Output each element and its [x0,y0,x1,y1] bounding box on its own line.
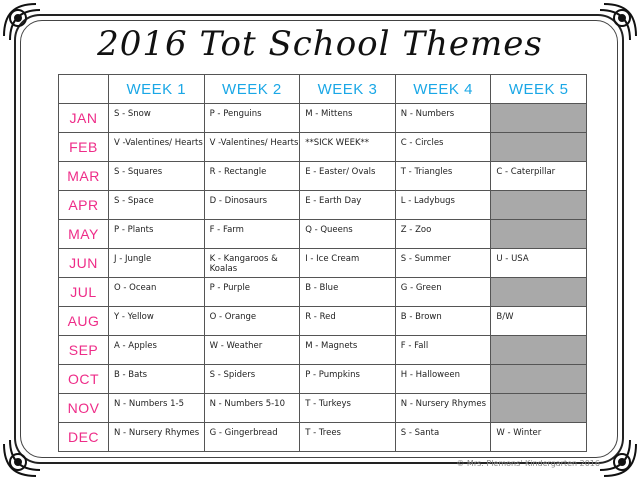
theme-cell-week-5 [491,133,587,162]
theme-cell-week-1: O - Ocean [109,278,205,307]
corner-flourish-icon [584,424,640,480]
theme-cell-week-2: K - Kangaroos & Koalas [204,249,300,278]
theme-cell-week-1: S - Squares [109,162,205,191]
theme-cell-week-3: E - Earth Day [300,191,396,220]
month-label: OCT [59,365,109,394]
month-label: JUN [59,249,109,278]
month-label: JAN [59,104,109,133]
theme-cell-week-2: V -Valentines/ Hearts [204,133,300,162]
table-row [59,278,587,307]
theme-cell-week-3: T - Trees [300,423,396,452]
theme-cell-week-5 [491,365,587,394]
theme-cell-week-4: Z - Zoo [395,220,491,249]
theme-cell-week-5: W - Winter [491,423,587,452]
theme-cell-week-5 [491,191,587,220]
theme-cell-week-5 [491,336,587,365]
theme-cell-week-5 [491,104,587,133]
theme-cell-week-5: C - Caterpillar [491,162,587,191]
month-label: MAR [59,162,109,191]
theme-cell-week-3: Q - Queens [300,220,396,249]
header-week-1: WEEK 1 [109,75,205,104]
theme-cell-week-1: P - Plants [109,220,205,249]
theme-cell-week-4: H - Halloween [395,365,491,394]
month-label: NOV [59,394,109,423]
theme-cell-week-2: G - Gingerbread [204,423,300,452]
theme-cell-week-2: N - Numbers 5-10 [204,394,300,423]
table-row [59,249,587,278]
theme-cell-week-3: M - Magnets [300,336,396,365]
theme-cell-week-3: T - Turkeys [300,394,396,423]
month-label: FEB [59,133,109,162]
theme-cell-week-3: R - Red [300,307,396,336]
theme-cell-week-5: B/W [491,307,587,336]
theme-cell-week-1: N - Nursery Rhymes [109,423,205,452]
copyright-credit: © Mrs. Plemons' Kindergarten 2016 [456,459,600,468]
month-label: MAY [59,220,109,249]
month-label: SEP [59,336,109,365]
theme-cell-week-4: S - Summer [395,249,491,278]
themes-table [58,74,587,452]
theme-cell-week-2: O - Orange [204,307,300,336]
theme-cell-week-2: D - Dinosaurs [204,191,300,220]
table-header-row [59,75,587,104]
table-row [59,133,587,162]
theme-cell-week-2: S - Spiders [204,365,300,394]
theme-cell-week-3: B - Blue [300,278,396,307]
theme-cell-week-4: F - Fall [395,336,491,365]
table-row [59,336,587,365]
theme-cell-week-1: S - Snow [109,104,205,133]
theme-cell-week-1: B - Bats [109,365,205,394]
month-label: JUL [59,278,109,307]
table-row [59,220,587,249]
header-corner-cell [59,75,109,104]
theme-cell-week-3: M - Mittens [300,104,396,133]
theme-cell-week-5 [491,394,587,423]
table-row [59,104,587,133]
theme-cell-week-2: P - Purple [204,278,300,307]
theme-cell-week-5 [491,220,587,249]
theme-cell-week-2: F - Farm [204,220,300,249]
theme-cell-week-5: U - USA [491,249,587,278]
table-row [59,191,587,220]
theme-cell-week-4: N - Nursery Rhymes [395,394,491,423]
theme-cell-week-4: L - Ladybugs [395,191,491,220]
theme-cell-week-2: R - Rectangle [204,162,300,191]
table-row [59,423,587,452]
header-week-2: WEEK 2 [204,75,300,104]
theme-cell-week-3: **SICK WEEK** [300,133,396,162]
theme-cell-week-1: J - Jungle [109,249,205,278]
theme-cell-week-1: A - Apples [109,336,205,365]
theme-cell-week-2: P - Penguins [204,104,300,133]
header-week-4: WEEK 4 [395,75,491,104]
theme-cell-week-3: P - Pumpkins [300,365,396,394]
theme-cell-week-4: B - Brown [395,307,491,336]
theme-cell-week-5 [491,278,587,307]
theme-cell-week-4: C - Circles [395,133,491,162]
theme-cell-week-4: N - Numbers [395,104,491,133]
corner-flourish-icon [0,424,56,480]
month-label: AUG [59,307,109,336]
header-week-3: WEEK 3 [300,75,396,104]
table-row [59,307,587,336]
theme-cell-week-3: I - Ice Cream [300,249,396,278]
page-title: 2016 Tot School Themes [97,24,543,64]
theme-cell-week-4: T - Triangles [395,162,491,191]
theme-cell-week-2: W - Weather [204,336,300,365]
theme-cell-week-1: Y - Yellow [109,307,205,336]
table-row [59,394,587,423]
header-week-5: WEEK 5 [491,75,587,104]
month-label: APR [59,191,109,220]
table-row [59,365,587,394]
month-label: DEC [59,423,109,452]
theme-cell-week-1: V -Valentines/ Hearts [109,133,205,162]
theme-cell-week-1: N - Numbers 1-5 [109,394,205,423]
theme-cell-week-1: S - Space [109,191,205,220]
theme-cell-week-3: E - Easter/ Ovals [300,162,396,191]
theme-cell-week-4: G - Green [395,278,491,307]
theme-cell-week-4: S - Santa [395,423,491,452]
table-row [59,162,587,191]
